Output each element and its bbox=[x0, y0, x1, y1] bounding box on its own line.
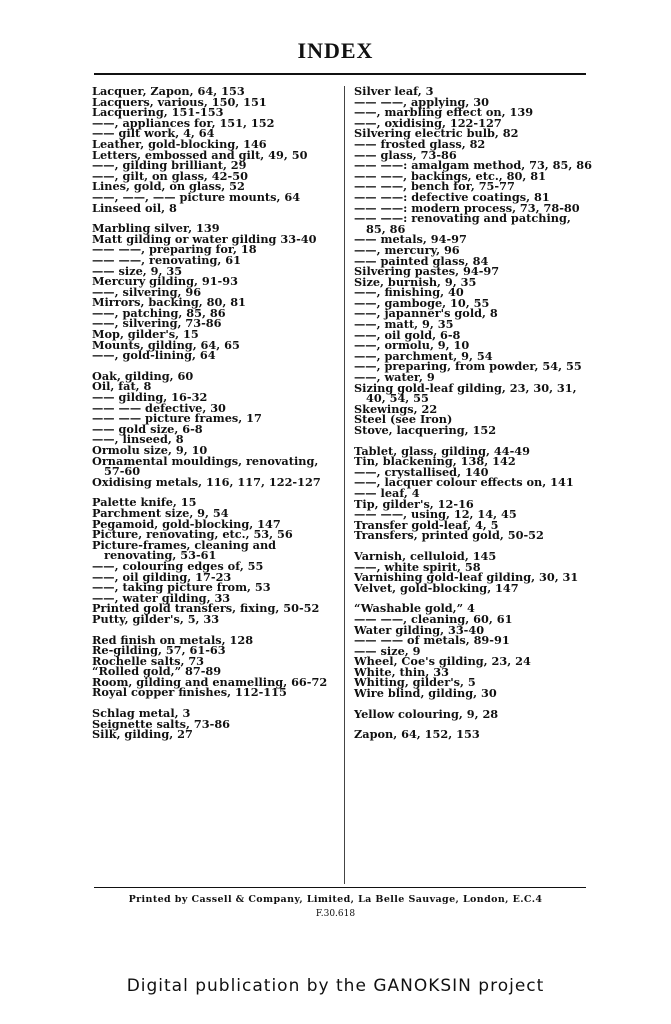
index-entry: Silvering electric bulb, 82 bbox=[354, 126, 519, 141]
index-entry: Palette knife, 15 bbox=[92, 495, 197, 510]
index-entry: Royal copper finishes, 112-115 bbox=[92, 685, 287, 700]
column-divider bbox=[344, 86, 345, 884]
index-entry: Mirrors, backing, 80, 81 bbox=[92, 295, 246, 310]
index-entry: Silvering pastes, 94-97 bbox=[354, 264, 500, 279]
printer-code: F.30.618 bbox=[315, 909, 356, 919]
index-entry: ——, appliances for, 151, 152 bbox=[92, 115, 275, 130]
index-entry: —— gilt work, 4, 64 bbox=[92, 126, 215, 141]
index-entry: Seignette salts, 73-86 bbox=[92, 716, 231, 731]
index-entry: ——, crystallised, 140 bbox=[354, 464, 489, 479]
index-entry: Velvet, gold-blocking, 147 bbox=[354, 580, 519, 595]
index-entry: —— ——, preparing for, 18 bbox=[92, 242, 257, 257]
index-entry: Tip, gilder's, 12-16 bbox=[354, 496, 474, 511]
index-entry: ——, marbling effect on, 139 bbox=[354, 105, 534, 120]
index-entry: —— ——: amalgam method, 73, 85, 86 bbox=[354, 158, 592, 173]
publication-credit: Digital publication by the GANOKSIN project bbox=[126, 976, 545, 996]
index-entry: Sizing gold-leaf gilding, 23, 30, 31, 40, 54, 55 bbox=[354, 380, 577, 406]
index-entry: Whiting, gilder's, 5 bbox=[354, 675, 476, 690]
index-entry: Lacquer, Zapon, 64, 153 bbox=[92, 84, 245, 98]
index-entry: —— size, 9, 35 bbox=[92, 263, 183, 278]
index-entry: ——, gilding brilliant, 29 bbox=[92, 158, 247, 173]
index-entry: —— leaf, 4 bbox=[354, 485, 420, 500]
index-entry: —— —— defective, 30 bbox=[92, 400, 226, 415]
index-entry: ——, taking picture from, 53 bbox=[92, 580, 271, 595]
index-entry: Letters, embossed and gilt, 49, 50 bbox=[92, 147, 308, 162]
index-entry: Wire blind, gilding, 30 bbox=[354, 686, 497, 701]
index-entry: Pegamoid, gold-blocking, 147 bbox=[92, 516, 281, 531]
index-entry: Wheel, Coe's gilding, 23, 24 bbox=[354, 654, 531, 669]
index-entry: Leather, gold-blocking, 146 bbox=[92, 136, 267, 151]
index-entry: Schlag metal, 3 bbox=[92, 706, 191, 721]
index-entry: Ormolu size, 9, 10 bbox=[92, 443, 208, 457]
index-entry: —— frosted glass, 82 bbox=[354, 136, 486, 151]
index-entry: Tablet, glass, gilding, 44-49 bbox=[354, 443, 530, 458]
index-entry: ——, matt, 9, 35 bbox=[354, 317, 454, 332]
index-entry: Lacquering, 151-153 bbox=[92, 105, 224, 120]
index-entry: Tin, blackening, 138, 142 bbox=[354, 454, 516, 469]
index-entry: —— gold size, 6-8 bbox=[92, 421, 203, 436]
index-column-left bbox=[92, 86, 334, 740]
index-entry: ——, lacquer colour effects on, 141 bbox=[354, 475, 574, 490]
index-entry: Linseed oil, 8 bbox=[92, 200, 177, 215]
index-entry: —— ——, backings, etc., 80, 81 bbox=[354, 168, 546, 183]
index-entry: Putty, gilder's, 5, 33 bbox=[92, 611, 220, 626]
index-entry: Matt gilding or water gilding 33-40 bbox=[92, 231, 317, 246]
index-entry: Lines, gold, on glass, 52 bbox=[92, 179, 245, 194]
index-entry: Room, gilding and enamelling, 66-72 bbox=[92, 674, 328, 689]
index-entry: Transfers, printed gold, 50-52 bbox=[354, 528, 544, 543]
index-entry: Oxidising metals, 116, 117, 122-127 bbox=[92, 474, 321, 489]
index-entry: ——, white spirit, 58 bbox=[354, 559, 481, 574]
index-entry: Rochelle salts, 73 bbox=[92, 653, 205, 668]
index-entry: Mercury gilding, 91-93 bbox=[92, 274, 238, 289]
index-entry: —— ——, cleaning, 60, 61 bbox=[354, 611, 513, 626]
index-entry: Parchment size, 9, 54 bbox=[92, 505, 229, 520]
index-entry: ——, water gilding, 33 bbox=[92, 590, 231, 605]
index-entry: Red finish on metals, 128 bbox=[92, 632, 254, 647]
index-entry: Varnishing gold-leaf gilding, 30, 31 bbox=[354, 570, 579, 585]
index-entry: Marbling silver, 139 bbox=[92, 221, 220, 236]
index-entry: ——, patching, 85, 86 bbox=[92, 305, 226, 320]
index-entry: ——, oxidising, 122-127 bbox=[354, 115, 502, 130]
index-entry: Transfer gold-leaf, 4, 5 bbox=[354, 517, 499, 532]
index-entry: —— ——: defective coatings, 81 bbox=[354, 189, 550, 204]
index-entry: ——, gamboge, 10, 55 bbox=[354, 295, 490, 310]
index-entry: ——, oil gilding, 17-23 bbox=[92, 569, 232, 584]
index-entry: Size, burnish, 9, 35 bbox=[354, 274, 477, 289]
index-entry: Silk, gilding, 27 bbox=[92, 727, 193, 742]
index-entry: Picture-frames, cleaning and renovating, 53-61 bbox=[92, 537, 277, 563]
footer-rule bbox=[94, 887, 586, 888]
index-entry: —— painted glass, 84 bbox=[354, 253, 489, 268]
index-entry: Oak, gilding, 60 bbox=[92, 368, 194, 383]
title-rule bbox=[94, 73, 586, 75]
index-entry: Water gilding, 33-40 bbox=[354, 622, 485, 637]
index-entry: ——, mercury, 96 bbox=[354, 242, 460, 257]
index-entry: —— —— of metals, 89-91 bbox=[354, 633, 510, 648]
index-entry: —— ——, renovating, 61 bbox=[92, 252, 241, 267]
index-entry: ——, japanner's gold, 8 bbox=[354, 306, 498, 321]
index-entry: Steel (see Iron) bbox=[354, 412, 453, 427]
index-entry: Zapon, 64, 152, 153 bbox=[354, 727, 480, 742]
index-entry: —— glass, 73-86 bbox=[354, 147, 457, 162]
index-entry: White, thin, 33 bbox=[354, 664, 449, 679]
index-entry: Yellow colouring, 9, 28 bbox=[354, 706, 499, 721]
page-title: INDEX bbox=[297, 38, 374, 63]
index-entry: ——, water, 9 bbox=[354, 370, 435, 385]
index-entry: —— ——, using, 12, 14, 45 bbox=[354, 507, 517, 522]
index-entry: —— gilding, 16-32 bbox=[92, 390, 208, 405]
index-entry: ——, colouring edges of, 55 bbox=[92, 558, 264, 573]
index-entry: ——, oil gold, 6-8 bbox=[354, 327, 461, 342]
index-entry: ——, parchment, 9, 54 bbox=[354, 348, 493, 363]
index-entry: ——, gold-lining, 64 bbox=[92, 348, 216, 363]
index-entry: ——, silvering, 96 bbox=[92, 284, 202, 299]
index-entry: Re-gilding, 57, 61-63 bbox=[92, 643, 226, 658]
index-entry: —— ——: renovating and patching, 85, 86 bbox=[354, 211, 571, 236]
index-entry: Printed gold transfers, fixing, 50-52 bbox=[92, 601, 320, 616]
index-entry: ——, preparing, from powder, 54, 55 bbox=[354, 359, 582, 374]
index-entry: Varnish, celluloid, 145 bbox=[354, 548, 497, 563]
index-entry: ——, finishing, 40 bbox=[354, 285, 464, 300]
index-entry: ——, linseed, 8 bbox=[92, 432, 184, 447]
index-entry: —— ——, applying, 30 bbox=[354, 94, 489, 109]
printer-imprint: Printed by Cassell & Company, Limited, La Belle Sauvage, London, E.C.4 bbox=[128, 894, 543, 905]
index-entry: —— size, 9 bbox=[354, 643, 421, 658]
index-entry: “Washable gold,” 4 bbox=[354, 601, 475, 616]
index-entry: Mounts, gilding, 64, 65 bbox=[92, 337, 240, 352]
index-entry: ——, ——, —— picture mounts, 64 bbox=[92, 189, 301, 204]
index-entry: ——, ormolu, 9, 10 bbox=[354, 338, 470, 353]
index-entry: Lacquers, various, 150, 151 bbox=[92, 94, 267, 109]
index-entry: Oil, fat, 8 bbox=[92, 379, 152, 394]
index-column-right bbox=[354, 86, 592, 740]
index-entry: Silver leaf, 3 bbox=[354, 84, 434, 98]
index-entry: Mop, gilder's, 15 bbox=[92, 327, 199, 342]
index-entry: Stove, lacquering, 152 bbox=[354, 423, 497, 437]
index-entry: “Rolled gold,” 87-89 bbox=[92, 664, 222, 679]
index-entry: ——, gilt, on glass, 42-50 bbox=[92, 168, 248, 183]
index-entry: ——, silvering, 73-86 bbox=[92, 316, 222, 331]
index-entry: —— metals, 94-97 bbox=[354, 232, 467, 247]
index-entry: Skewings, 22 bbox=[354, 401, 438, 416]
index-entry: Picture, renovating, etc., 53, 56 bbox=[92, 527, 293, 542]
index-entry: —— —— picture frames, 17 bbox=[92, 411, 262, 426]
index-entry: —— ——: modern process, 73, 78-80 bbox=[354, 200, 580, 215]
index-entry: Ornamental mouldings, renovating, 57-60 bbox=[92, 453, 319, 479]
index-entry: —— ——, bench for, 75-77 bbox=[354, 179, 515, 194]
